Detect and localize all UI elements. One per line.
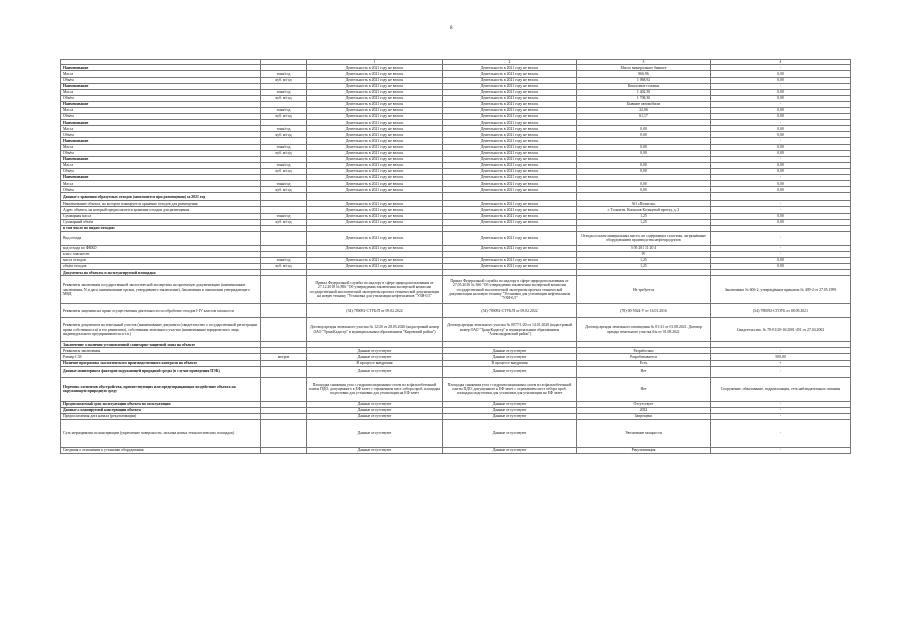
value-cell: Деятельность в 2021 году не велась	[307, 187, 443, 193]
column-number: 4	[711, 60, 851, 65]
page-number: 8	[450, 26, 453, 31]
value-cell: Деятельность в 2021 году не велась	[443, 201, 577, 207]
value-cell: 0,00	[577, 144, 711, 150]
unit-cell: тонн/год	[261, 89, 307, 95]
value-cell: 0,00	[577, 181, 711, 187]
table-row	[61, 231, 851, 245]
value-cell: Разработано	[577, 348, 711, 354]
value-cell: 0,00	[711, 257, 851, 263]
value-cell: Деятельность в 2021 году не велась	[443, 89, 577, 95]
value-cell: 0,00	[711, 95, 851, 101]
value-cell: 0,00	[711, 181, 851, 187]
row-label-cell: Объём	[61, 150, 261, 156]
value-cell: г. Тольятти, Копылов Кольцевой проезд, д. 2	[577, 207, 711, 213]
value-cell: Деятельность в 2021 году не велась	[307, 257, 443, 263]
row-label-cell: Перечень элементов обустройства, препятствующих или предотвращающих воздействие объекта на окружающую природную среду	[61, 377, 261, 401]
value-cell: Есть	[577, 360, 711, 366]
row-label-cell: Данные мониторинга факторов окружающей природной среды (в случае проведения ПЭК)	[61, 366, 261, 377]
value-cell: 0,00	[711, 187, 851, 193]
value-cell: Свидетельство, № 78-01/20-16/2001-451 от 27.04.2002	[711, 318, 851, 342]
value-cell: 0,00	[711, 77, 851, 83]
value-cell: (54)-780092-СТУБ/П от 09.02.2022	[443, 304, 577, 318]
value-cell: -	[711, 348, 851, 354]
unit-cell: тонн/год	[261, 71, 307, 77]
value-cell: Деятельность в 2021 году не велась	[307, 219, 443, 225]
value-cell: (54)-780092-СТОУБ от 08.09.2021	[711, 304, 851, 318]
value-cell: Данные отсутствуют	[443, 419, 577, 447]
value-cell: Деятельность в 2021 году не велась	[443, 264, 577, 270]
value-cell: 1,25	[577, 213, 711, 219]
value-cell: Деятельность в 2021 году не велась	[307, 207, 443, 213]
value-cell	[711, 193, 851, 201]
row-label-cell: Наименование	[61, 83, 261, 89]
value-cell: Деятельность в 2021 году не велась	[443, 108, 577, 114]
value-cell: Запрещено	[577, 413, 711, 419]
value-cell: 0,00	[711, 114, 851, 120]
value-cell: Деятельность в 2021 году не велась	[307, 175, 443, 181]
unit-cell: метров	[261, 354, 307, 360]
value-cell: Деятельность в 2021 году не велась	[307, 65, 443, 71]
value-cell: Деятельность в 2021 году не велась	[307, 77, 443, 83]
row-label-cell: Заключение о наличии установленной санитарно-защитной зоны на объекте	[61, 342, 261, 348]
value-cell: Деятельность в 2021 году не велась	[443, 144, 577, 150]
value-cell: -	[711, 407, 851, 413]
column-number: 2	[443, 60, 577, 65]
value-cell: Деятельность в 2021 году не велась	[443, 207, 577, 213]
value-cell: Деятельность в 2021 году не велась	[307, 213, 443, 219]
value-cell: 61,17	[577, 114, 711, 120]
value-cell: Отходы и шлам минеральных масел, не содержащих галогены, загрязнённые оборудованием производства нефтепродуктов	[577, 231, 711, 245]
value-cell: Увеличение мощности	[577, 419, 711, 447]
row-label-cell: Масса	[61, 144, 261, 150]
value-cell: АО «Полигон»	[577, 201, 711, 207]
row-label-cell: Суммарный объём	[61, 219, 261, 225]
value-cell: Деятельность в 2021 году не велась	[443, 71, 577, 77]
value-cell: 0,00	[711, 108, 851, 114]
value-cell	[577, 193, 711, 201]
row-label-cell: Сведения о отношении к установке оборудования	[61, 447, 261, 453]
row-label-cell: Масса	[61, 181, 261, 187]
value-cell: Данные отсутствуют	[307, 447, 443, 453]
value-cell	[443, 193, 577, 201]
row-label-cell: Наименование объекта, на котором планируется хранение отходов для размещения	[61, 201, 261, 207]
value-cell: -	[711, 366, 851, 377]
value-cell: IV	[577, 251, 711, 257]
value-cell: В процессе внедрения	[443, 360, 577, 366]
value-cell: 0,00	[577, 162, 711, 168]
row-label-cell: объём отходов	[61, 264, 261, 270]
row-label-cell: Суть мероприятия по консервации (укрепление поверхности, засыпка новых технологических площадок)	[61, 419, 261, 447]
value-cell: -	[711, 65, 851, 71]
row-label-cell: Реквизиты лицензии на право осуществления деятельности по обработке отходов I-IV классов опасности	[61, 304, 261, 318]
unit-cell: куб. м/год	[261, 264, 307, 270]
table-row	[61, 318, 851, 342]
row-label-cell: Масса	[61, 89, 261, 95]
value-cell: Договор аренды земельного участка № 12/20 от 28.05.2020 (кадастровый номер ОАО "ТрансКадастр" и муниципальным образованием "Кировский район")	[307, 318, 443, 342]
row-label-cell: масса отходов	[61, 257, 261, 263]
unit-cell	[261, 304, 307, 318]
unit-cell: тонн/год	[261, 181, 307, 187]
unit-cell	[261, 447, 307, 453]
value-cell: Кокосовые головки	[577, 83, 711, 89]
value-cell: 1 068,92	[577, 77, 711, 83]
value-cell: Данные отсутствуют	[443, 447, 577, 453]
value-cell: Данные отсутствуют	[443, 354, 577, 360]
value-cell: Деятельность в 2021 году не велась	[307, 89, 443, 95]
column-number: 1	[307, 60, 443, 65]
value-cell: Данные отсутствуют	[443, 407, 577, 413]
unit-cell: куб. м/год	[261, 168, 307, 174]
value-cell: Деятельность в 2021 году не велась	[307, 132, 443, 138]
table-row	[61, 276, 851, 304]
value-cell: 0,00	[577, 168, 711, 174]
value-cell: Нет	[577, 366, 711, 377]
value-cell: Деятельность в 2021 году не велась	[307, 138, 443, 144]
row-label-cell: Наличие программы экологического производственного контроля на объекте	[61, 360, 261, 366]
value-cell: Деятельность в 2021 году не велась	[443, 77, 577, 83]
value-cell: -	[711, 201, 851, 207]
table-row	[61, 447, 851, 453]
value-cell: Деятельность в 2021 году не велась	[307, 201, 443, 207]
value-cell: Деятельность в 2021 году не велась	[443, 95, 577, 101]
table-row	[61, 366, 851, 377]
row-label-cell: Предполагаемая дата начала (рекультивации)	[61, 413, 261, 419]
value-cell: Бывшие автомобили	[577, 101, 711, 107]
row-label-cell: Данные о хранении образуемых отходов (заполняется при размещении) за 2021 год	[61, 193, 261, 201]
unit-cell: тонн/год	[261, 162, 307, 168]
row-label-cell: Предполагаемый срок эксплуатации объекта по эксплуатации	[61, 401, 261, 407]
value-cell: 0,00	[577, 150, 711, 156]
row-label-cell: Документы на объекты и эксплуатируемой площадки	[61, 270, 261, 276]
value-cell: Деятельность в 2021 году не велась	[443, 181, 577, 187]
value-cell: -	[711, 231, 851, 245]
value-cell: Деятельность в 2021 году не велась	[443, 120, 577, 126]
value-cell: -	[711, 207, 851, 213]
row-label-cell: Объём	[61, 168, 261, 174]
value-cell: Договор аренды земельного участка № 0077/1/20 от 14.01.2020 (кадастровый номер ОАО "ТрансКадастр" и муниципальным образованием "Александровский район")	[443, 318, 577, 342]
value-cell: -	[711, 138, 851, 144]
unit-cell	[261, 377, 307, 401]
value-cell: 1,25	[577, 219, 711, 225]
value-cell: 0,00	[711, 219, 851, 225]
row-label-cell: Объём	[61, 114, 261, 120]
value-cell: Деятельность в 2021 году не велась	[443, 138, 577, 144]
table-row	[61, 193, 851, 201]
row-label-cell: Реквизиты документов на земельный участок (наименование документа (свидетельство о государственной регистрации права собственности) и его реквизиты), собственник земельного участка (наименование юридического лица, индивидуального предпринимателя и т.п.)	[61, 318, 261, 342]
value-cell: Данные отсутствуют	[307, 419, 443, 447]
value-cell: 1 708,30	[577, 95, 711, 101]
value-cell: Данные отсутствуют	[307, 401, 443, 407]
unit-cell: куб. м/год	[261, 95, 307, 101]
row-label-cell: Наименование	[61, 138, 261, 144]
row-label-cell: Наименование	[61, 175, 261, 181]
unit-cell: тонн/год	[261, 144, 307, 150]
value-cell: Деятельность в 2021 году не велась	[307, 144, 443, 150]
value-cell: Деятельность в 2021 году не велась	[443, 162, 577, 168]
row-label-cell: в том числе по видам отходов:	[61, 225, 261, 231]
table-row	[61, 419, 851, 447]
value-cell: Деятельность в 2021 году не велась	[443, 101, 577, 107]
unit-cell: тонн/год	[261, 126, 307, 132]
value-cell: Данные отсутствуют	[307, 413, 443, 419]
row-label-cell: Масса	[61, 126, 261, 132]
value-cell: 0,00	[577, 126, 711, 132]
unit-cell	[261, 318, 307, 342]
value-cell: 0,00	[577, 187, 711, 193]
row-label-cell: Реквизиты заключения	[61, 348, 261, 354]
unit-cell: тонн/год	[261, 108, 307, 114]
row-label-cell: Объём	[61, 132, 261, 138]
row-label-cell: Масса	[61, 162, 261, 168]
value-cell: Деятельность в 2021 году не велась	[443, 213, 577, 219]
value-cell: Заключение № 606-2, утверждённое приказом № 409-2 от 27.05.1999	[711, 276, 851, 304]
row-label-cell: Данные о планируемой консервации объекта	[61, 407, 261, 413]
value-cell: -	[711, 175, 851, 181]
value-cell: Деятельность в 2021 году не велась	[307, 126, 443, 132]
unit-cell: тонн/год	[261, 213, 307, 219]
unit-cell	[261, 193, 307, 201]
value-cell: Рекультивация	[577, 447, 711, 453]
value-cell: Деятельность в 2021 году не велась	[307, 120, 443, 126]
value-cell: +	[711, 360, 851, 366]
value-cell: Деятельность в 2021 году не велась	[443, 175, 577, 181]
unit-cell: куб. м/год	[261, 114, 307, 120]
value-cell: 0,00	[711, 264, 851, 270]
value-cell: Деятельность в 2021 году не велась	[443, 257, 577, 263]
value-cell: 0,00	[711, 213, 851, 219]
value-cell: Деятельность в 2021 году не велась	[307, 231, 443, 245]
value-cell: В процессе внедрения	[307, 360, 443, 366]
value-cell: Деятельность в 2021 году не велась	[307, 95, 443, 101]
value-cell: Разрабатывается	[577, 354, 711, 360]
unit-cell	[261, 276, 307, 304]
column-number: 3	[577, 60, 711, 65]
value-cell: Масло минеральное бывшее	[577, 65, 711, 71]
value-cell: Площадка снижения угла с гидроизоляционным слоем из асфальтобетонной плиты ПДО, допущенного к ЕФ зачет с отражением мест отбора проб, площадка подготовки для установки для утилизации на ЕФ зачет	[307, 377, 443, 401]
value-cell: Деятельность в 2021 году не велась	[443, 114, 577, 120]
value-cell: Данные отсутствуют	[443, 366, 577, 377]
value-cell: 0,00	[711, 162, 851, 168]
value-cell: 0,00	[711, 132, 851, 138]
value-cell: 1 402,30	[577, 89, 711, 95]
value-cell: Данные отсутствуют	[443, 413, 577, 419]
row-label-cell: Наименование	[61, 120, 261, 126]
row-label-cell: Объём	[61, 187, 261, 193]
row-label-cell: Масса	[61, 108, 261, 114]
table-row	[61, 304, 851, 318]
unit-cell	[261, 366, 307, 377]
value-cell: 3 05 201 11 20 4	[577, 245, 711, 251]
value-cell: 966,96	[577, 71, 711, 77]
value-cell: -	[711, 419, 851, 447]
row-label-cell: Наименование	[61, 65, 261, 71]
value-cell: -	[711, 156, 851, 162]
value-cell: -	[711, 401, 851, 407]
value-cell: Деятельность в 2021 году не велась	[307, 156, 443, 162]
value-cell: Деятельность в 2021 году не велась	[307, 83, 443, 89]
value-cell: -	[711, 447, 851, 453]
report-table	[60, 59, 851, 454]
value-cell: Деятельность в 2021 году не велась	[443, 126, 577, 132]
value-cell: Деятельность в 2021 году не велась	[307, 181, 443, 187]
value-cell: Сооружение, обвалование, гидроизоляция, сеть наблюдательных скважин	[711, 377, 851, 401]
value-cell: Данные отсутствуют	[307, 366, 443, 377]
value-cell: Деятельность в 2021 году не велась	[443, 156, 577, 162]
value-cell: Деятельность в 2021 году не велась	[443, 65, 577, 71]
value-cell: -	[711, 245, 851, 251]
unit-cell: куб. м/год	[261, 150, 307, 156]
value-cell: Деятельность в 2021 году не велась	[443, 219, 577, 225]
value-cell: Деятельность в 2021 году не велась	[443, 245, 577, 251]
row-label-cell: Объём	[61, 77, 261, 83]
value-cell: -	[711, 83, 851, 89]
value-cell: 1,25	[577, 257, 711, 263]
value-cell: -	[711, 251, 851, 257]
value-cell: 0,00	[711, 71, 851, 77]
unit-cell: куб. м/год	[261, 219, 307, 225]
value-cell: Деятельность в 2021 году не велась	[443, 168, 577, 174]
value-cell: (54)-780092-СТУБ/П от 09.02.2022	[307, 304, 443, 318]
table-row	[61, 377, 851, 401]
value-cell: Данные отсутствуют	[307, 348, 443, 354]
value-cell: Приказ Федеральной службы по надзору в сфере природопользования от 27.12.2018 № 886 "Об утверждении заключения экспертной комиссии государственной экологической экспертизы проекта технической документации на новую технику "Установка для утилизации нефтешламов "УЗН-0,5"	[307, 276, 443, 304]
unit-cell	[261, 419, 307, 447]
value-cell: Не требуется	[577, 276, 711, 304]
unit-cell: тонн/год	[261, 257, 307, 263]
value-cell: Деятельность в 2021 году не велась	[443, 187, 577, 193]
value-cell: Данные отсутствуют	[443, 401, 577, 407]
row-label-cell: Наименование	[61, 156, 261, 162]
row-label-cell: Реквизиты заключения государственной экологической экспертизы на проектную документацию (наименование заключения, N и дата, наименование органа, утвердившего заключение), Заключения в отношении утверждающего МВД	[61, 276, 261, 304]
value-cell: 1,25	[577, 264, 711, 270]
row-label-cell: Наименование	[61, 101, 261, 107]
value-cell: Данные отсутствуют	[307, 354, 443, 360]
value-cell: 0,00	[711, 168, 851, 174]
value-cell: Данные отсутствуют	[443, 348, 577, 354]
row-label-cell: Масса	[61, 71, 261, 77]
value-cell: 22,06	[577, 108, 711, 114]
unit-cell	[261, 231, 307, 245]
row-label-cell: Адрес объекта, на который предполагается хранение отходов для размещения	[61, 207, 261, 213]
value-cell: Деятельность в 2021 году не велась	[443, 150, 577, 156]
value-cell: Деятельность в 2021 году не велась	[307, 114, 443, 120]
table-body	[61, 65, 851, 454]
value-cell: 500,00	[711, 354, 851, 360]
row-label-cell: Объём	[61, 95, 261, 101]
value-cell: Отсутствует	[577, 401, 711, 407]
value-cell	[307, 193, 443, 201]
value-cell: (78)-00-5024-У от 16.01.2016	[577, 304, 711, 318]
value-cell: Деятельность в 2021 году не велась	[307, 168, 443, 174]
value-cell: 0,00	[711, 89, 851, 95]
value-cell: -	[711, 120, 851, 126]
value-cell: Данные отсутствуют	[307, 407, 443, 413]
value-cell: 0,00	[577, 132, 711, 138]
row-label-cell: класс опасности	[61, 251, 261, 257]
value-cell: Деятельность в 2021 году не велась	[443, 83, 577, 89]
value-cell: Деятельность в 2021 году не велась	[307, 264, 443, 270]
unit-cell: куб. м/год	[261, 77, 307, 83]
value-cell: Деятельность в 2021 году не велась	[443, 231, 577, 245]
value-cell: Договор аренды земельного помещения № 01-21 от 01.08.2021. Договор аренды земельного участка б/н от 01.08.2021	[577, 318, 711, 342]
value-cell: Деятельность в 2021 году не велась	[307, 71, 443, 77]
value-cell: -	[711, 413, 851, 419]
value-cell: Деятельность в 2021 году не велась	[307, 150, 443, 156]
unit-cell: куб. м/год	[261, 187, 307, 193]
value-cell: 0,00	[711, 150, 851, 156]
row-label-cell: код отхода по ФККО	[61, 245, 261, 251]
value-cell: Деятельность в 2021 году не велась	[307, 162, 443, 168]
value-cell: Деятельность в 2021 году не велась	[443, 132, 577, 138]
value-cell: Приказ Федеральной службы по надзору в сфере природопользования от 27.05.2016 № 366 "Об утверждении заключения экспертной комиссии государственной экологической экспертизы проекта технической документации на новую технику "Установка для утилизации нефтешламов "УЗН-0,5"	[443, 276, 577, 304]
row-label-cell: Вид отхода	[61, 231, 261, 245]
value-cell: Деятельность в 2021 году не велась	[307, 101, 443, 107]
value-cell: Нет	[577, 377, 711, 401]
row-label-cell: Размер СЗЗ	[61, 354, 261, 360]
row-label-cell: Суммарная масса	[61, 213, 261, 219]
value-cell: 2032	[577, 407, 711, 413]
value-cell: Деятельность в 2021 году не велась	[307, 108, 443, 114]
value-cell: 0,00	[711, 126, 851, 132]
value-cell: Деятельность в 2021 году не велась	[307, 245, 443, 251]
value-cell: Площадка снижения угла с гидроизоляционным слоем из асфальтобетонной плиты ПДО, допущенного к ЕФ зачет с отражением мест отбора проб, площадка подготовки для установки для утилизации на ЕФ зачет	[443, 377, 577, 401]
unit-cell: куб. м/год	[261, 132, 307, 138]
value-cell: -	[711, 101, 851, 107]
value-cell: 0,00	[711, 144, 851, 150]
